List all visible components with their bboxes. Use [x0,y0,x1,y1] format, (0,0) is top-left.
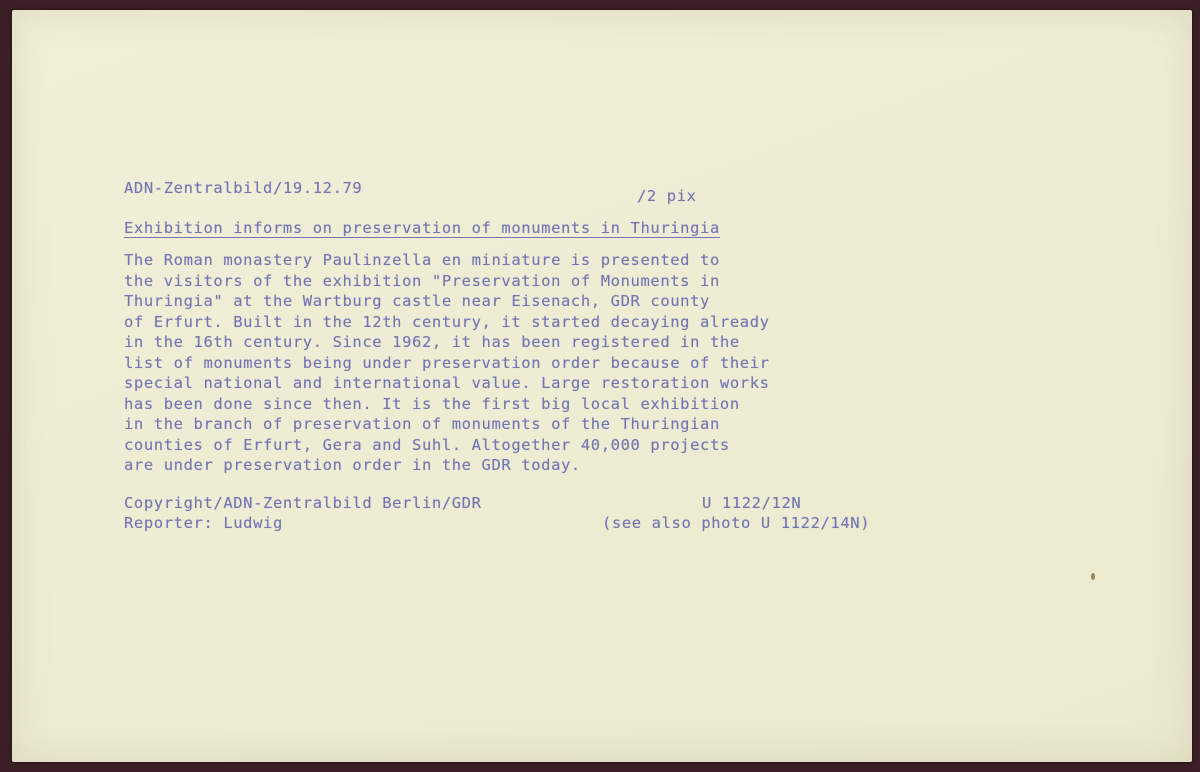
photo-caption-card [12,10,1192,762]
pix-count: /2 pix [637,187,697,205]
body-line: Thuringia" at the Wartburg castle near Eisenach, GDR county [124,292,710,310]
reporter-line: Reporter: Ludwig [124,514,283,532]
body-line: of Erfurt. Built in the 12th century, it started decaying already [124,312,770,331]
body-line: in the 16th century. Since 1962, it has been registered in the [124,333,740,351]
body-line: in the branch of preservation of monuments of the Thuringian [124,415,720,433]
body-line: The Roman monastery Paulinzella en miniature is presented to [124,251,720,269]
paper-speck [1091,573,1095,580]
body-line: counties of Erfurt, Gera and Suhl. Altogether 40,000 projects [124,435,730,454]
body-line: special national and international value. Large restoration works [124,374,770,392]
body-line: has been done since then. It is the first big local exhibition [124,394,740,413]
body-line: are under preservation order in the GDR today. [124,456,581,474]
copyright-line: Copyright/ADN-Zentralbild Berlin/GDR [124,494,482,512]
see-also-note: (see also photo U 1122/14N) [602,514,871,532]
dateline: ADN-Zentralbild/19.12.79 [124,179,363,197]
body-line: the visitors of the exhibition "Preservation of Monuments in [124,271,720,290]
body-line: list of monuments being under preservation order because of their [124,353,770,372]
photo-id: U 1122/12N [702,494,802,512]
headline: Exhibition informs on preservation of monuments in Thuringia [124,219,720,237]
